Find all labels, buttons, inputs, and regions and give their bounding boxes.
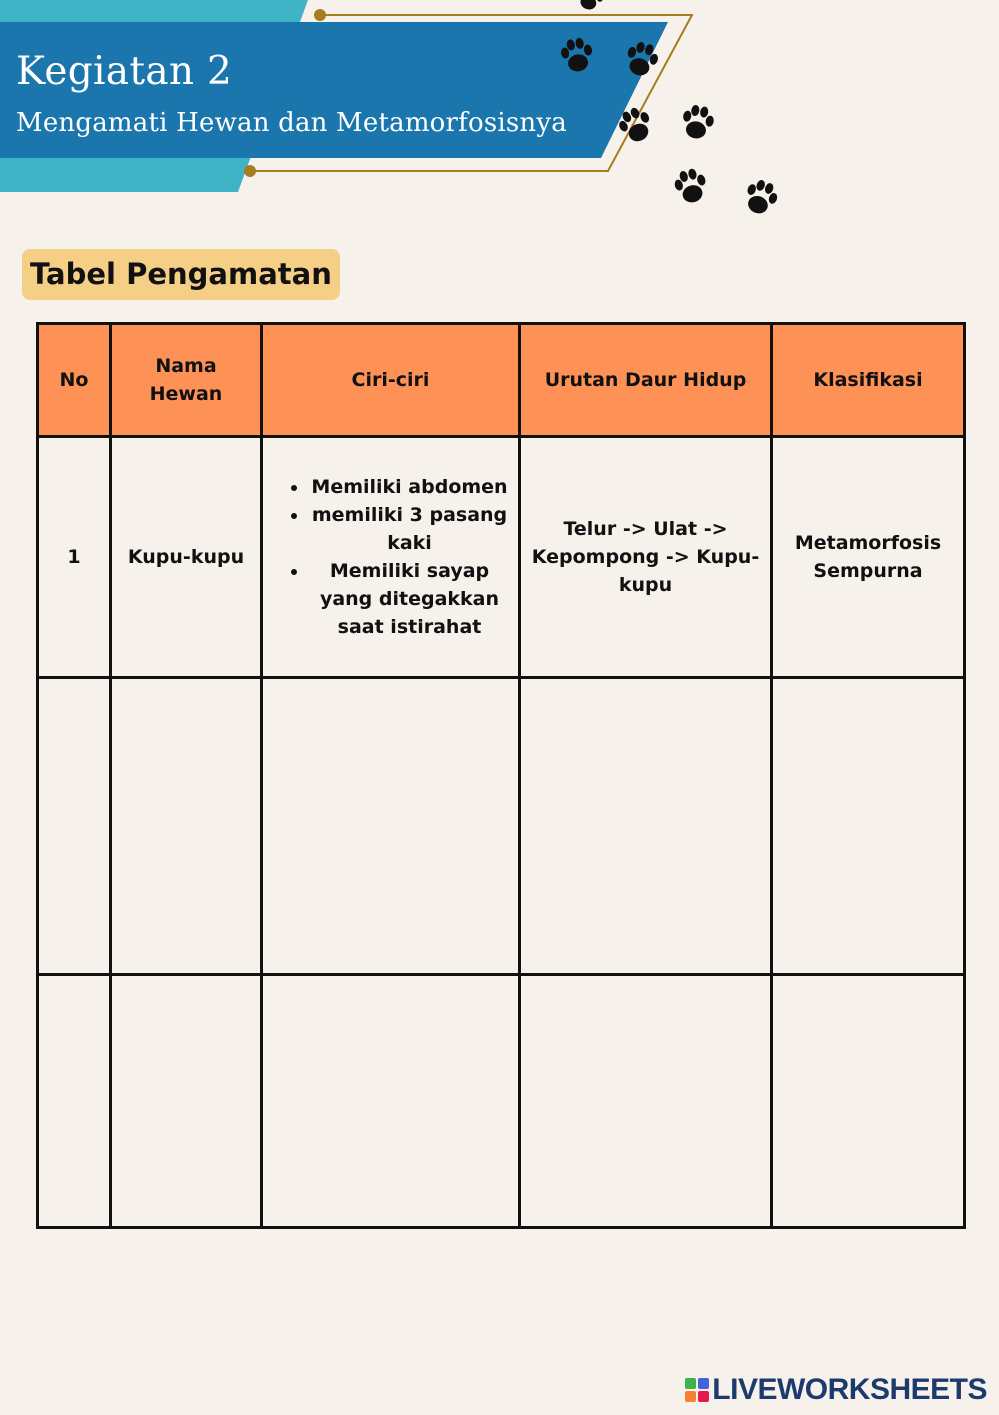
page-title: Kegiatan 2 [16, 49, 233, 94]
logo-icon [685, 1378, 709, 1402]
paw-print-icon [672, 166, 710, 206]
cell-animal-name[interactable] [111, 975, 262, 1228]
cell-no: 1 [38, 437, 111, 678]
cell-animal-name: Kupu-kupu [111, 437, 262, 678]
cell-classification: Metamorfosis Sempurna [772, 437, 965, 678]
cell-classification[interactable] [772, 678, 965, 975]
table-header-row [38, 324, 965, 437]
section-label: Tabel Pengamatan [22, 249, 340, 300]
list-item: • memiliki 3 pasang kaki [309, 501, 510, 557]
traits-list [271, 473, 510, 641]
table-row [38, 437, 965, 678]
list-item: • Memiliki sayap yang ditegakkan saat istirahat [309, 557, 510, 641]
column-header-lifecycle: Urutan Daur Hidup [520, 324, 772, 437]
frame-dot-bottom [244, 165, 256, 177]
cell-lifecycle[interactable] [520, 975, 772, 1228]
cell-traits[interactable] [262, 678, 520, 975]
cell-classification[interactable] [772, 975, 965, 1228]
page-subtitle: Mengamati Hewan dan Metamorfosisnya [16, 108, 567, 138]
cell-animal-name[interactable] [111, 678, 262, 975]
column-header-traits: Ciri-ciri [262, 324, 520, 437]
cell-lifecycle[interactable] [520, 678, 772, 975]
observation-table [36, 322, 966, 1229]
liveworksheets-logo[interactable] [685, 1373, 987, 1407]
cell-no[interactable] [38, 678, 111, 975]
cell-traits [262, 437, 520, 678]
column-header-name: Nama Hewan [111, 324, 262, 437]
brand-name: LIVEWORKSHEETS [712, 1373, 987, 1406]
paw-print-icon [741, 176, 781, 218]
paw-print-icon [680, 103, 716, 141]
frame-dot-top [314, 9, 326, 21]
table-row [38, 678, 965, 975]
paw-print-icon [575, 0, 607, 13]
table-row [38, 975, 965, 1228]
column-header-no: No [38, 324, 111, 437]
cell-no[interactable] [38, 975, 111, 1228]
column-header-classification: Klasifikasi [772, 324, 965, 437]
cell-traits[interactable] [262, 975, 520, 1228]
list-item: • Memiliki abdomen [309, 473, 510, 501]
cell-lifecycle: Telur -> Ulat -> Kepompong -> Kupu-kupu [520, 437, 772, 678]
